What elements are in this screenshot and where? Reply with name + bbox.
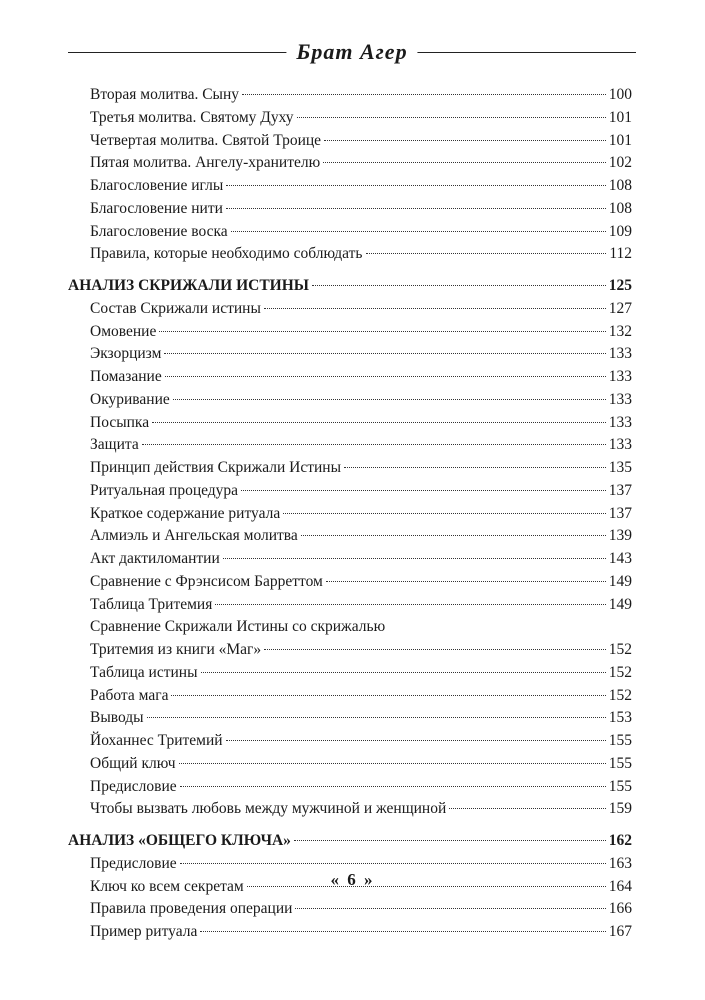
toc-entry-title: Благословение воска <box>90 222 228 240</box>
toc-entry-page: 155 <box>608 732 632 749</box>
toc-entry-title: АНАЛИЗ «ОБЩЕГО КЛЮЧА» <box>68 832 291 849</box>
running-header <box>68 38 636 68</box>
toc-entry[interactable] <box>68 175 632 198</box>
dot-leader <box>179 763 606 764</box>
toc-entry-title: Окуривание <box>90 390 170 408</box>
toc-entry-page: 108 <box>608 199 632 217</box>
toc-entry-page: 164 <box>608 877 632 895</box>
dot-leader <box>326 581 606 582</box>
toc-entry-title: Вторая молитва. Сыну <box>90 86 239 103</box>
dot-leader <box>226 208 606 209</box>
toc-entry-title: Работа мага <box>90 686 169 704</box>
toc-entry-page: 133 <box>608 413 632 431</box>
toc-entry-page: 159 <box>608 800 632 818</box>
toc-entry-page: 127 <box>608 299 632 317</box>
toc-entry-page: 137 <box>608 481 632 499</box>
dot-leader <box>147 717 606 718</box>
page-number: « 6 » <box>330 870 375 889</box>
toc-entry[interactable] <box>68 753 632 776</box>
toc-entry[interactable] <box>68 594 632 617</box>
toc-entry[interactable] <box>68 548 632 571</box>
toc-entry-page: 133 <box>608 436 632 454</box>
dot-leader <box>449 808 605 809</box>
toc-entry[interactable] <box>68 366 632 389</box>
toc-entry-title: Сравнение Скрижали Истины со скрижалью <box>90 618 386 636</box>
toc-entry-title: Посыпка <box>90 413 150 431</box>
toc-entry-page: 132 <box>608 322 632 340</box>
toc-entry[interactable] <box>68 480 632 503</box>
dot-leader <box>324 140 606 141</box>
toc-entry-page: 155 <box>608 777 632 795</box>
dot-leader <box>159 331 605 332</box>
toc-entry-page: 149 <box>608 595 632 613</box>
toc-entry-title: Общий ключ <box>90 754 176 772</box>
toc-entry-title: Йоханнес Тритемий <box>90 732 223 749</box>
toc-entry-page: 135 <box>608 459 632 476</box>
toc-entry[interactable] <box>68 898 632 921</box>
dot-leader <box>173 399 606 400</box>
toc-entry[interactable] <box>68 243 632 266</box>
toc-section[interactable] <box>68 275 632 298</box>
toc-entry[interactable] <box>68 616 632 639</box>
toc-entry-page: 112 <box>609 245 632 263</box>
toc-entry[interactable] <box>68 457 632 480</box>
dot-leader <box>366 253 607 254</box>
toc-entry[interactable] <box>68 503 632 526</box>
toc-entry-title: Акт дактиломантии <box>90 550 220 567</box>
toc-entry[interactable] <box>68 525 632 548</box>
dot-leader <box>323 162 606 163</box>
dot-leader <box>200 931 605 932</box>
dot-leader <box>264 649 606 650</box>
toc-entry[interactable] <box>68 434 632 457</box>
dot-leader <box>165 376 606 377</box>
toc-entry[interactable] <box>68 343 632 366</box>
toc-entry[interactable] <box>68 730 632 753</box>
dot-leader <box>201 672 606 673</box>
toc-entry-title: Сравнение с Фрэнсисом Барреттом <box>90 572 323 590</box>
toc-entry-title: Предисловие <box>90 854 177 872</box>
toc-entry[interactable] <box>68 107 632 130</box>
toc-entry-page: 100 <box>608 86 632 103</box>
toc-entry[interactable] <box>68 84 632 107</box>
toc-entry-page: 102 <box>608 154 632 172</box>
dot-leader <box>264 308 606 309</box>
toc-entry-page: 152 <box>608 663 632 681</box>
toc-entry-page: 125 <box>608 277 632 294</box>
toc-section[interactable] <box>68 830 632 853</box>
toc-entry-title: Краткое содержание ритуала <box>90 504 281 522</box>
dot-leader <box>164 353 605 354</box>
toc-entry[interactable] <box>68 389 632 412</box>
toc-entry[interactable] <box>68 798 632 821</box>
toc-entry-title: Защита <box>90 436 139 454</box>
toc-entry-title: Ритуальная процедура <box>90 481 239 499</box>
toc-entry[interactable] <box>68 639 632 662</box>
toc-entry-page: 163 <box>608 854 632 872</box>
toc-entry[interactable] <box>68 662 632 685</box>
dot-leader <box>301 535 606 536</box>
toc-entry[interactable] <box>68 152 632 175</box>
dot-leader <box>294 840 606 841</box>
toc-entry-title: Правила, которые необходимо соблюдать <box>90 245 363 263</box>
toc-entry-page: 152 <box>608 641 632 658</box>
dot-leader <box>223 558 606 559</box>
dot-leader <box>180 786 606 787</box>
toc-entry-title: Экзорцизм <box>90 345 162 363</box>
toc-entry-page: 137 <box>608 504 632 522</box>
toc-entry-title: Алмиэль и Ангельская молитва <box>90 527 298 545</box>
toc-entry[interactable] <box>68 571 632 594</box>
toc-entry-title: Пример ритуала <box>90 923 198 940</box>
dot-leader <box>180 863 606 864</box>
dot-leader <box>344 467 606 468</box>
dot-leader <box>283 513 606 514</box>
toc-entry[interactable] <box>68 221 632 244</box>
dot-leader <box>231 231 606 232</box>
toc-entry-page: 101 <box>608 131 632 149</box>
dot-leader <box>215 604 605 605</box>
toc-entry-page: 162 <box>608 832 632 849</box>
toc-entry[interactable] <box>68 198 632 221</box>
toc-entry-page: 133 <box>608 345 632 363</box>
toc-entry-title: Благословение нити <box>90 199 223 217</box>
toc-entry[interactable] <box>68 298 632 321</box>
dot-leader <box>295 908 605 909</box>
toc-entry-title: Предисловие <box>90 777 177 795</box>
toc-entry-title: Ключ ко всем секретам <box>90 877 244 895</box>
toc-entry-title: Принцип действия Скрижали Истины <box>90 459 342 476</box>
toc-entry-title: Чтобы вызвать любовь между мужчиной и женщиной <box>90 800 447 818</box>
toc-entry[interactable] <box>68 707 632 730</box>
toc-entry-title: Таблица Тритемия <box>90 595 213 613</box>
toc-entry[interactable] <box>68 130 632 153</box>
toc-entry-page: 139 <box>608 527 632 545</box>
dot-leader <box>142 444 606 445</box>
toc-entry-page: 166 <box>608 900 632 918</box>
toc-entry-title: АНАЛИЗ СКРИЖАЛИ ИСТИНЫ <box>68 277 309 294</box>
toc-entry-page: 101 <box>608 108 632 126</box>
toc-entry-page: 143 <box>608 550 632 567</box>
header-title: Брат Агер <box>286 38 417 66</box>
toc-entry[interactable] <box>68 685 632 708</box>
toc-entry-title: Благословение иглы <box>90 177 224 194</box>
toc-entry-title: Помазание <box>90 368 162 385</box>
toc-entry-page: 167 <box>608 923 632 940</box>
toc-entry-title: Состав Скрижали истины <box>90 299 261 317</box>
toc-entry[interactable] <box>68 921 632 944</box>
dot-leader <box>152 422 606 423</box>
toc-entry-title: Выводы <box>90 709 144 727</box>
dot-leader <box>242 94 606 95</box>
toc-entry-page: 155 <box>608 754 632 772</box>
dot-leader <box>226 740 606 741</box>
toc-entry-page: 152 <box>608 686 632 704</box>
toc-entry-page: 149 <box>608 572 632 590</box>
toc-entry-page: 108 <box>608 177 632 194</box>
toc-entry-title: Правила проведения операции <box>90 900 293 918</box>
table-of-contents <box>68 84 632 944</box>
toc-entry-title: Омовение <box>90 322 157 340</box>
dot-leader <box>241 490 606 491</box>
toc-entry[interactable] <box>68 412 632 435</box>
toc-entry-title: Таблица истины <box>90 663 198 681</box>
toc-entry-page: 153 <box>608 709 632 727</box>
dot-leader <box>226 185 606 186</box>
dot-leader <box>312 285 606 286</box>
toc-entry-title: Третья молитва. Святому Духу <box>90 108 294 126</box>
dot-leader <box>297 117 606 118</box>
toc-entry-title: Четвертая молитва. Святой Троице <box>90 131 322 149</box>
toc-entry[interactable] <box>68 321 632 344</box>
toc-entry-page: 133 <box>608 390 632 408</box>
toc-entry-title: Пятая молитва. Ангелу-хранителю <box>90 154 321 172</box>
toc-entry-page: 109 <box>608 222 632 240</box>
toc-entry[interactable] <box>68 776 632 799</box>
toc-entry-page: 133 <box>608 368 632 385</box>
dot-leader <box>171 695 605 696</box>
toc-entry-title: Тритемия из книги «Маг» <box>90 641 262 658</box>
